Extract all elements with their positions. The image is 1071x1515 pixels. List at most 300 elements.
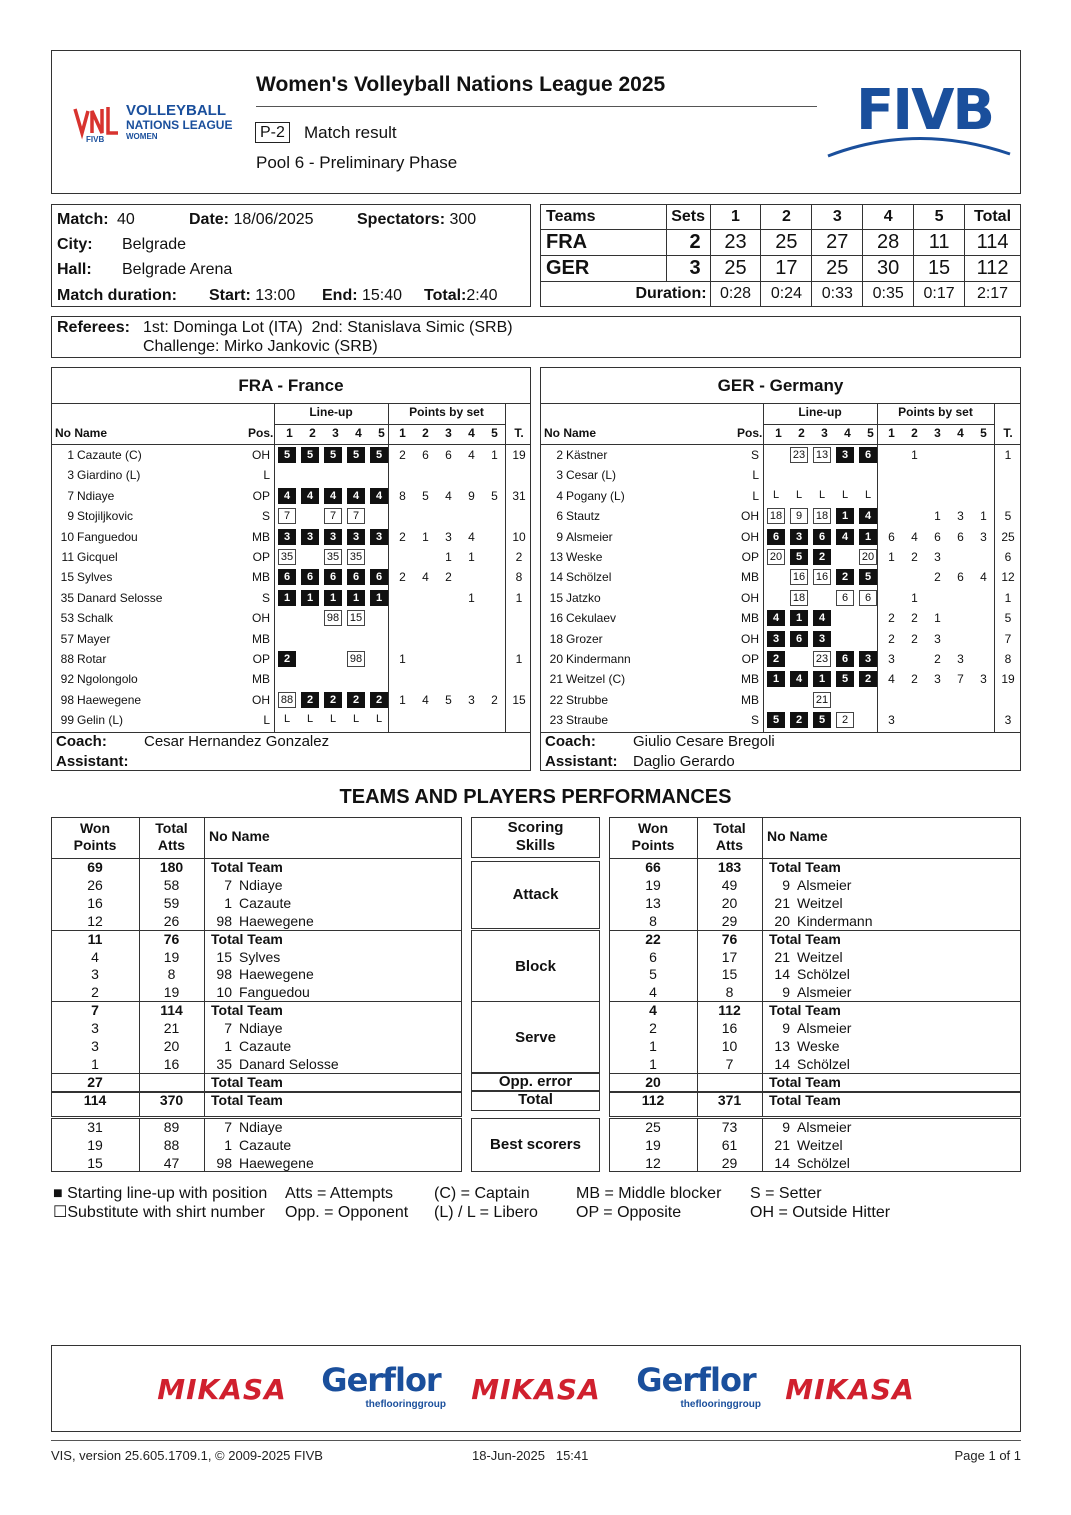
player-name: Stautz bbox=[566, 509, 601, 524]
total-atts: 17 bbox=[721, 948, 738, 965]
player-name: Alsmeier bbox=[797, 876, 852, 893]
starting-position: 3 bbox=[790, 529, 808, 545]
player-name: Total Team bbox=[211, 1002, 283, 1019]
won-points: 26 bbox=[87, 876, 103, 893]
won-points-header: Won bbox=[637, 820, 669, 836]
player-number: 21 bbox=[774, 894, 790, 911]
points-col-header: 3 bbox=[934, 426, 941, 440]
player-number: 3 bbox=[67, 468, 74, 483]
total-atts: 89 bbox=[163, 1119, 180, 1135]
total-atts: 16 bbox=[721, 1020, 738, 1037]
starting-position: 5 bbox=[324, 447, 342, 463]
match-info bbox=[57, 207, 498, 308]
total-atts-header: Total bbox=[713, 820, 746, 836]
player-name: Strubbe bbox=[566, 692, 609, 707]
won-points-header: Won bbox=[79, 820, 111, 836]
skills-header: Skills bbox=[515, 837, 556, 854]
set-points: 8 bbox=[399, 488, 406, 503]
player-row bbox=[541, 465, 1020, 485]
fivb-logo bbox=[826, 78, 1012, 160]
set-points: 4 bbox=[468, 448, 475, 462]
set-points: 3 bbox=[445, 529, 452, 544]
player-name: Rotar bbox=[77, 652, 107, 666]
player-position: OH bbox=[741, 590, 759, 605]
match-number-label: Match: bbox=[57, 211, 109, 228]
player-number: 14 bbox=[774, 1154, 790, 1171]
substitute-number: 23 bbox=[813, 651, 831, 667]
set-points: 2 bbox=[399, 570, 406, 585]
set-points: 2 bbox=[888, 631, 895, 646]
starting-position: 5 bbox=[767, 712, 785, 728]
player-number: 13 bbox=[549, 550, 563, 564]
set-points: 3 bbox=[957, 509, 964, 524]
total-atts: 47 bbox=[163, 1154, 180, 1171]
starting-position: 4 bbox=[767, 610, 785, 626]
points-by-set-header: Points by set bbox=[898, 405, 973, 419]
page-title: Women's Volleyball Nations League 2025 bbox=[256, 73, 666, 96]
player-row bbox=[541, 649, 1020, 669]
points-col-header: 2 bbox=[422, 426, 429, 440]
libero-mark: L bbox=[864, 488, 872, 501]
team-title: FRA - France bbox=[52, 368, 530, 404]
starting-position: 1 bbox=[767, 671, 785, 687]
player-position: S bbox=[750, 448, 759, 462]
player-name: Cesar (L) bbox=[566, 468, 617, 483]
libero-mark: L bbox=[818, 488, 826, 501]
no-name-header: No Name bbox=[544, 426, 597, 440]
player-row bbox=[52, 547, 530, 567]
won-points: 22 bbox=[645, 930, 661, 947]
libero-mark: L bbox=[352, 713, 360, 726]
starting-position: 3 bbox=[836, 447, 854, 463]
starting-position: 4 bbox=[370, 488, 388, 504]
points-col-header: 3 bbox=[445, 426, 452, 440]
roster-fra bbox=[51, 367, 531, 771]
player-number: 7 bbox=[67, 488, 74, 503]
player-position: OP bbox=[741, 652, 759, 666]
player-name: Total Team bbox=[769, 1073, 841, 1090]
sponsor-logos bbox=[51, 1345, 1021, 1432]
subheader-divider bbox=[763, 424, 994, 425]
set-points: 1 bbox=[399, 652, 406, 666]
total-atts: 7 bbox=[725, 1055, 734, 1072]
set-points: 1 bbox=[888, 550, 895, 564]
player-row bbox=[541, 669, 1020, 689]
player-name: Haewegene bbox=[239, 966, 314, 983]
points-col-header: 5 bbox=[980, 426, 987, 440]
starting-position: 5 bbox=[370, 447, 388, 463]
player-row bbox=[52, 608, 530, 628]
legend-op: OP = Opposite bbox=[576, 1204, 682, 1221]
footer-page: Page 1 of 1 bbox=[954, 1448, 1021, 1463]
player-name: Gelin (L) bbox=[77, 713, 124, 728]
start-time: 13:00 bbox=[255, 287, 296, 304]
libero-mark: L bbox=[329, 713, 337, 726]
player-name: Alsmeier bbox=[797, 1119, 852, 1135]
starting-position: 1 bbox=[301, 590, 319, 606]
player-total: 15 bbox=[512, 692, 526, 707]
total-col-header: T. bbox=[1003, 426, 1013, 440]
player-number: 88 bbox=[60, 652, 74, 666]
player-name: Ndiaye bbox=[239, 1020, 283, 1037]
player-number: 99 bbox=[60, 713, 74, 728]
col-divider bbox=[204, 1118, 205, 1172]
set-points: 5 bbox=[445, 692, 452, 707]
duration-total: 2:17 bbox=[965, 282, 1021, 307]
player-row bbox=[52, 567, 530, 587]
player-row bbox=[52, 465, 530, 485]
player-position: OH bbox=[741, 509, 759, 524]
won-points: 7 bbox=[91, 1002, 99, 1019]
set-points: 6 bbox=[445, 448, 452, 462]
city: Belgrade bbox=[122, 236, 187, 253]
sets-won: 2 bbox=[666, 230, 710, 256]
referees-line1: 1st: Dominga Lot (ITA) 2nd: Stanislava Simic (SRB) bbox=[143, 319, 513, 336]
total-atts: 10 bbox=[721, 1038, 738, 1054]
player-number: 14 bbox=[774, 1055, 790, 1072]
starting-position: 3 bbox=[324, 529, 342, 545]
substitute-number: 20 bbox=[767, 549, 785, 565]
set-points: 1 bbox=[911, 448, 918, 462]
total-col-header: T. bbox=[514, 426, 524, 440]
player-number: 10 bbox=[216, 984, 232, 1001]
player-total: 5 bbox=[1004, 509, 1012, 524]
mikasa-logo: MIKASA bbox=[785, 1373, 915, 1406]
set-points: 2 bbox=[911, 550, 918, 564]
points-col-header: 4 bbox=[468, 426, 475, 440]
set-points: 4 bbox=[468, 529, 475, 544]
player-name: Straube bbox=[566, 713, 609, 728]
legend-setter: S = Setter bbox=[750, 1185, 822, 1202]
starting-position: 5 bbox=[301, 447, 319, 463]
player-total: 1 bbox=[1004, 590, 1012, 605]
assistant-name: Daglio Gerardo bbox=[633, 753, 735, 770]
player-name: Danard Selosse bbox=[77, 590, 163, 605]
set-points: 4 bbox=[911, 529, 918, 544]
hall: Belgrade Arena bbox=[122, 261, 233, 278]
match-date: 18/06/2025 bbox=[233, 211, 314, 228]
player-name: Fanguedou bbox=[77, 529, 138, 544]
player-position: S bbox=[261, 509, 270, 524]
no-name-header: No Name bbox=[209, 828, 270, 844]
legend-atts: Atts = Attempts bbox=[285, 1185, 394, 1202]
starting-position: 1 bbox=[859, 529, 877, 545]
subheader-divider bbox=[274, 424, 505, 425]
legend-opp: Opp. = Opponent bbox=[285, 1204, 409, 1221]
player-total: 5 bbox=[1004, 611, 1012, 626]
player-number: 11 bbox=[61, 550, 74, 564]
coach-label: Coach: bbox=[545, 733, 596, 750]
won-points: 19 bbox=[645, 1136, 661, 1153]
player-number: 21 bbox=[774, 1136, 790, 1153]
substitute-number: 16 bbox=[790, 569, 808, 585]
player-number: 20 bbox=[774, 912, 790, 929]
set-header: 2 bbox=[761, 205, 812, 230]
set-score: 15 bbox=[914, 256, 965, 282]
set-points: 3 bbox=[980, 672, 987, 687]
player-number: 15 bbox=[60, 570, 74, 585]
player-name: Sylves bbox=[77, 570, 113, 585]
player-name: Pogany (L) bbox=[566, 488, 625, 503]
set-points: 1 bbox=[468, 590, 475, 605]
player-number: 14 bbox=[549, 570, 563, 585]
player-number: 16 bbox=[549, 611, 563, 626]
substitute-number: 21 bbox=[813, 692, 831, 708]
legend-starting: ■ Starting line-up with position bbox=[53, 1185, 268, 1202]
player-row bbox=[541, 445, 1020, 465]
no-name-header: No Name bbox=[767, 828, 828, 844]
legend-captain: (C) = Captain bbox=[434, 1185, 530, 1202]
set-score: 17 bbox=[761, 256, 812, 282]
set-points: 3 bbox=[934, 631, 941, 646]
starting-position: 1 bbox=[813, 671, 831, 687]
player-name: Grozer bbox=[566, 631, 603, 646]
starting-position: 6 bbox=[347, 569, 365, 585]
substitute-number: 18 bbox=[790, 590, 808, 606]
vnl-line2: NATIONS LEAGUE bbox=[126, 118, 233, 132]
total-atts: 20 bbox=[163, 1038, 180, 1054]
assistant-label: Assistant: bbox=[56, 753, 129, 770]
won-points: 25 bbox=[645, 1119, 661, 1135]
player-total: 19 bbox=[1001, 672, 1015, 687]
player-position: MB bbox=[252, 529, 270, 544]
player-row bbox=[52, 710, 530, 730]
total-atts: 19 bbox=[163, 984, 180, 1001]
player-total: 6 bbox=[1004, 550, 1012, 564]
assistant-label: Assistant: bbox=[545, 753, 618, 770]
coach-divider bbox=[541, 732, 1020, 733]
player-name: Fanguedou bbox=[239, 984, 310, 1001]
total-atts: 59 bbox=[163, 894, 180, 911]
set-duration: 0:35 bbox=[863, 282, 914, 307]
player-position: OP bbox=[741, 550, 759, 564]
libero-mark: L bbox=[375, 713, 383, 726]
total-atts: 21 bbox=[163, 1020, 180, 1037]
points-by-set-header: Points by set bbox=[409, 405, 484, 419]
total-atts: 76 bbox=[163, 930, 180, 947]
starting-position: 2 bbox=[813, 549, 831, 565]
match-number: 40 bbox=[117, 211, 135, 228]
substitute-number: 20 bbox=[859, 549, 877, 565]
player-name: Schölzel bbox=[566, 570, 612, 585]
starting-position: 6 bbox=[813, 529, 831, 545]
player-number: 21 bbox=[774, 948, 790, 965]
player-name: Kindermann bbox=[797, 912, 873, 929]
player-row bbox=[52, 629, 530, 649]
total-atts: 15 bbox=[721, 966, 738, 983]
substitute-number: 7 bbox=[324, 508, 342, 524]
set-points: 6 bbox=[934, 529, 941, 544]
set-points: 2 bbox=[934, 570, 941, 585]
legend-mb: MB = Middle blocker bbox=[576, 1185, 722, 1202]
set-points: 2 bbox=[911, 631, 918, 646]
starting-position: 4 bbox=[278, 488, 296, 504]
starting-position: 4 bbox=[813, 610, 831, 626]
player-row bbox=[541, 486, 1020, 506]
player-total: 1 bbox=[1004, 448, 1012, 462]
set-points: 1 bbox=[422, 529, 429, 544]
player-name: Gicquel bbox=[77, 550, 118, 564]
vnl-mark-icon bbox=[72, 103, 122, 143]
set-duration: 0:28 bbox=[710, 282, 761, 307]
won-points: 20 bbox=[645, 1073, 661, 1090]
starting-position: 2 bbox=[370, 692, 388, 708]
substitute-number: 35 bbox=[347, 549, 365, 565]
total-atts: 76 bbox=[721, 930, 738, 947]
player-position: L bbox=[752, 468, 759, 483]
won-points: 8 bbox=[649, 912, 657, 929]
total-atts: 29 bbox=[721, 1154, 738, 1171]
player-number: 9 bbox=[782, 876, 790, 893]
player-name: Total Team bbox=[211, 1091, 283, 1108]
starting-position: 5 bbox=[836, 671, 854, 687]
player-name: Weske bbox=[566, 550, 603, 564]
set-points: 4 bbox=[445, 488, 452, 503]
substitute-number: 18 bbox=[813, 508, 831, 524]
player-number: 2 bbox=[556, 448, 563, 462]
player-name: Ngolongolo bbox=[77, 672, 138, 687]
won-points: 19 bbox=[87, 1136, 103, 1153]
set-points: 1 bbox=[980, 509, 987, 524]
player-name: Giardino (L) bbox=[77, 468, 141, 483]
starting-position: 4 bbox=[790, 671, 808, 687]
date-label: Date: bbox=[189, 211, 230, 228]
referees-line2: Challenge: Mirko Jankovic (SRB) bbox=[143, 338, 378, 355]
vnl-line3: WOMEN bbox=[126, 132, 158, 141]
won-points: 3 bbox=[91, 966, 99, 983]
player-number: 35 bbox=[60, 590, 74, 605]
starting-position: 2 bbox=[347, 692, 365, 708]
player-position: OH bbox=[741, 631, 759, 646]
starting-position: 1 bbox=[790, 610, 808, 626]
total-atts: 371 bbox=[717, 1091, 742, 1108]
spectators-label: Spectators: bbox=[357, 211, 446, 228]
points-col-header: 1 bbox=[399, 426, 406, 440]
player-row bbox=[52, 588, 530, 608]
lineup-col-header: 5 bbox=[378, 426, 385, 440]
duration-label: Match duration: bbox=[57, 287, 177, 304]
player-total: 19 bbox=[512, 448, 526, 462]
player-name: Total Team bbox=[769, 1002, 841, 1019]
set-score: 28 bbox=[863, 230, 914, 256]
player-name: Schölzel bbox=[797, 1055, 850, 1072]
starting-position: 3 bbox=[813, 631, 831, 647]
libero-mark: L bbox=[283, 713, 291, 726]
set-points: 7 bbox=[957, 672, 964, 687]
won-points: 6 bbox=[649, 948, 657, 965]
player-position: OH bbox=[741, 529, 759, 544]
libero-mark: L bbox=[795, 488, 803, 501]
lineup-col-header: 3 bbox=[821, 426, 828, 440]
player-position: MB bbox=[252, 631, 270, 646]
starting-position: 4 bbox=[324, 488, 342, 504]
duration-label: Duration: bbox=[541, 282, 711, 307]
points-col-header: 2 bbox=[911, 426, 918, 440]
lineup-col-header: 4 bbox=[355, 426, 362, 440]
player-number: 23 bbox=[549, 713, 563, 728]
player-row bbox=[52, 649, 530, 669]
player-number: 9 bbox=[67, 509, 74, 524]
player-row bbox=[541, 567, 1020, 587]
player-number: 6 bbox=[556, 509, 563, 524]
player-number: 15 bbox=[549, 590, 563, 605]
footer-version: VIS, version 25.605.1709.1, © 2009-2025 FIVB bbox=[51, 1448, 323, 1463]
player-name: Haewegene bbox=[77, 692, 142, 707]
score-grid bbox=[540, 204, 1021, 307]
player-number: 9 bbox=[556, 529, 563, 544]
won-points: 4 bbox=[649, 984, 657, 1001]
set-points: 2 bbox=[911, 611, 918, 626]
set-score: 23 bbox=[710, 230, 761, 256]
player-number: 21 bbox=[549, 672, 563, 687]
total-atts: 49 bbox=[721, 876, 738, 893]
player-position: L bbox=[752, 488, 759, 503]
set-points: 1 bbox=[399, 692, 406, 707]
substitute-number: 18 bbox=[767, 508, 785, 524]
total-points: 114 bbox=[965, 230, 1021, 256]
won-points: 3 bbox=[91, 1020, 99, 1037]
starting-position: 4 bbox=[836, 529, 854, 545]
player-position: MB bbox=[252, 672, 270, 687]
set-points: 3 bbox=[934, 672, 941, 687]
starting-position: 2 bbox=[301, 692, 319, 708]
points-col-header: 5 bbox=[491, 426, 498, 440]
set-points: 6 bbox=[422, 448, 429, 462]
starting-position: 3 bbox=[370, 529, 388, 545]
starting-position: 6 bbox=[767, 529, 785, 545]
set-points: 1 bbox=[911, 590, 918, 605]
player-position: MB bbox=[741, 570, 759, 585]
set-duration: 0:33 bbox=[812, 282, 863, 307]
pos-header: Pos. bbox=[248, 426, 274, 440]
set-header: 1 bbox=[710, 205, 761, 230]
total-atts: 183 bbox=[717, 859, 742, 875]
player-total: 7 bbox=[1004, 631, 1012, 646]
starting-position: 3 bbox=[301, 529, 319, 545]
total-atts: 26 bbox=[163, 912, 180, 929]
set-points: 4 bbox=[980, 570, 987, 585]
player-name: Cazaute bbox=[239, 1038, 292, 1054]
player-total: 1 bbox=[515, 590, 523, 605]
libero-mark: L bbox=[306, 713, 314, 726]
set-points: 4 bbox=[422, 570, 429, 585]
won-points: 27 bbox=[87, 1073, 103, 1090]
player-total: 8 bbox=[515, 570, 523, 585]
starting-position: 5 bbox=[813, 712, 831, 728]
starting-position: 2 bbox=[836, 569, 854, 585]
gerflor-logo: Gerflor bbox=[321, 1361, 441, 1399]
points-col-header: 1 bbox=[888, 426, 895, 440]
set-points: 2 bbox=[934, 652, 941, 666]
player-row bbox=[52, 527, 530, 547]
starting-position: 3 bbox=[347, 529, 365, 545]
won-points: 66 bbox=[645, 859, 661, 875]
total-atts: 114 bbox=[160, 1002, 183, 1019]
player-name: Cekulaev bbox=[566, 611, 617, 626]
player-position: OH bbox=[252, 448, 270, 462]
total-atts-header: Atts bbox=[715, 837, 744, 853]
set-points: 2 bbox=[491, 692, 498, 707]
total-atts: 19 bbox=[163, 948, 180, 965]
won-points: 4 bbox=[91, 948, 99, 965]
player-number: 98 bbox=[216, 966, 232, 983]
player-name: Schölzel bbox=[797, 1154, 850, 1171]
won-points: 12 bbox=[645, 1154, 661, 1171]
set-score: 27 bbox=[812, 230, 863, 256]
won-points: 112 bbox=[641, 1091, 665, 1108]
player-name: Sylves bbox=[239, 948, 281, 965]
player-row bbox=[52, 445, 530, 465]
